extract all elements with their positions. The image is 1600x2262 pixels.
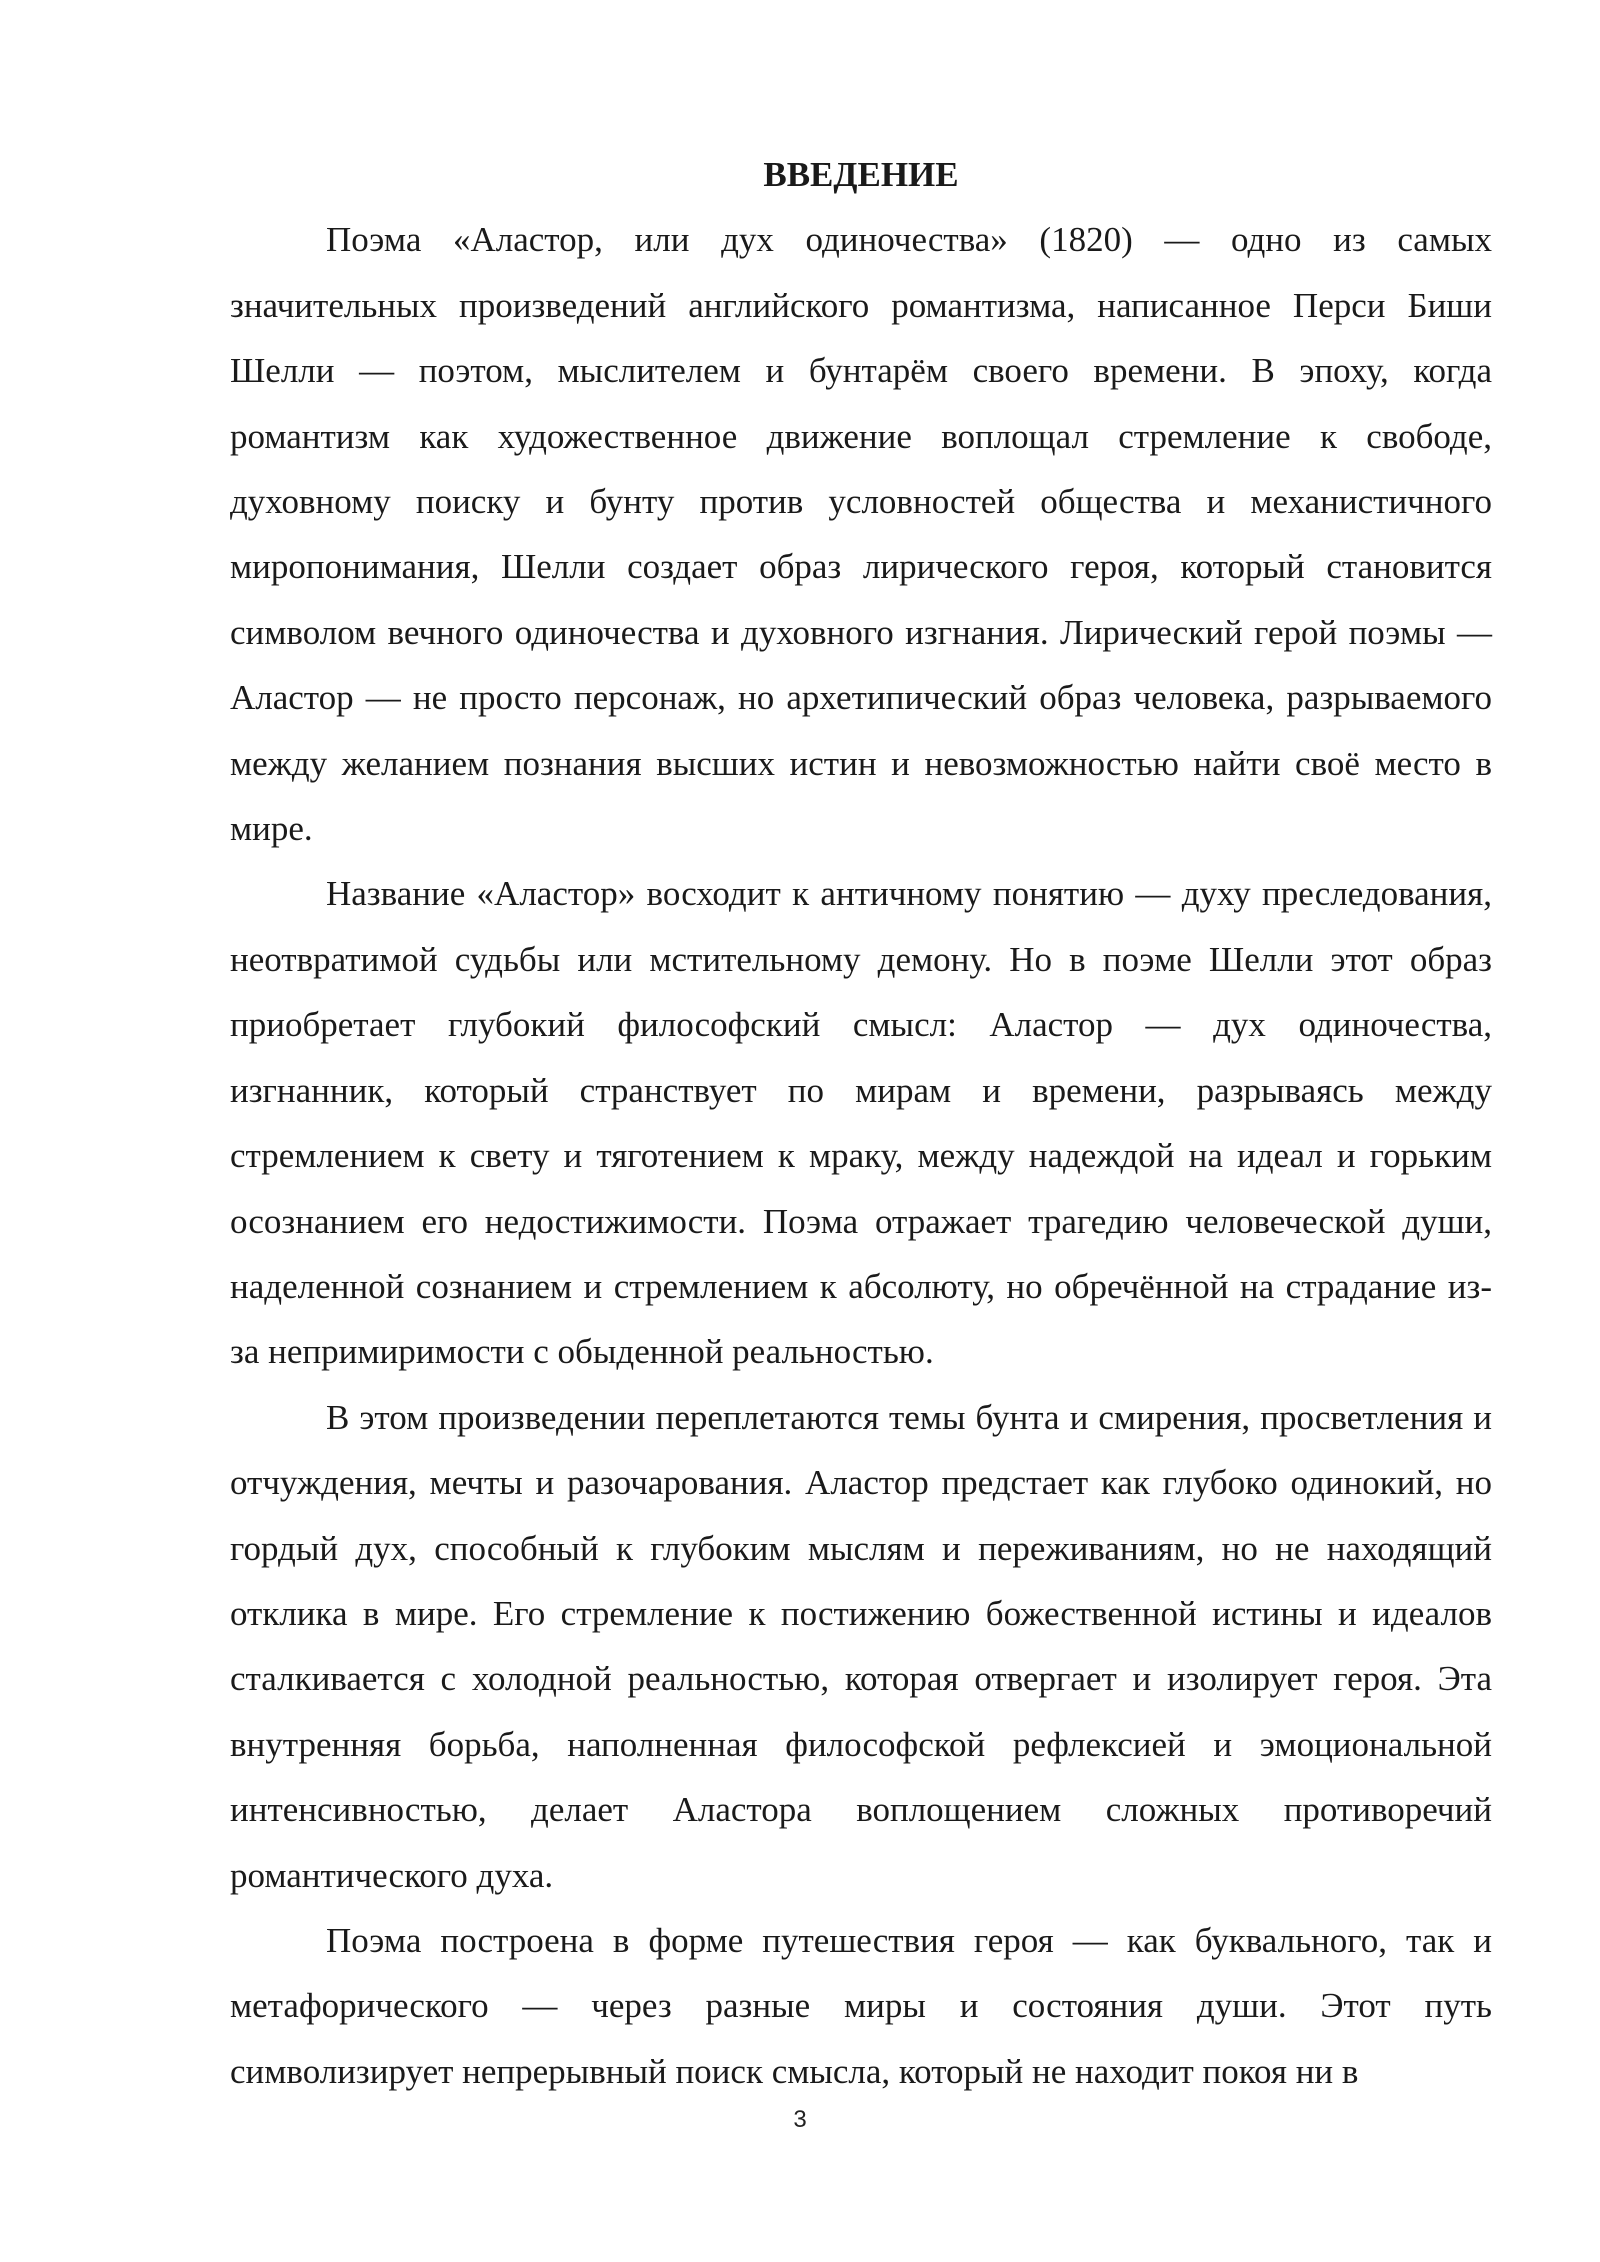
paragraph-2: Название «Аластор» восходит к античному понятию — духу преследования, неотвратимой судьбы или мстительному демону. Но в поэме Шелли этот образ приобретает глубокий философский смысл: Аластор — дух одиночества, изгнанник, который странствует по мирам и времени, разрываясь между стремлением к свету и тяготением к мраку, между надеждой на идеал и горьким осознанием его недостижимости. Поэма отражает трагедию человеческой души, наделенной сознанием и стремлением к абсолюту, но обречённой на страдание из-за непримиримости с обыденной реальностью.	[230, 874, 1492, 1372]
page-content	[230, 142, 1492, 2104]
paragraph-1: Поэма «Аластор, или дух одиночества» (1820) — одно из самых значительных произведений английского романтизма, написанное Перси Биши Шелли — поэтом, мыслителем и бунтарём своего времени. В эпоху, когда романтизм как художественное движение воплощал стремление к свободе, духовному поиску и бунту против условностей общества и механистичного миропонимания, Шелли создает образ лирического героя, который становится символом вечного одиночества и духовного изгнания. Лирический герой поэмы — Аластор — не просто персонаж, но архетипический образ человека, разрываемого между желанием познания высших истин и невозможностью найти своё место в мире.	[230, 220, 1492, 849]
paragraph-4: Поэма построена в форме путешествия героя — как буквального, так и метафорического — через разные миры и состояния души. Этот путь символизирует непрерывный поиск смысла, который не находит покоя ни в	[230, 1920, 1492, 2091]
section-heading: ВВЕДЕНИЕ	[763, 155, 959, 194]
page-number: 3	[793, 2106, 807, 2133]
paragraph-3: В этом произведении переплетаются темы бунта и смирения, просветления и отчуждения, мечты и разочарования. Аластор предстает как глубоко одинокий, но гордый дух, способный к глубоким мыслям и переживаниям, но не находящий отклика в мире. Его стремление к постижению божественной истины и идеалов сталкивается с холодной реальностью, которая отвергает и изолирует героя. Эта внутренняя борьба, наполненная философской рефлексией и эмоциональной интенсивностью, делает Аластора воплощением сложных противоречий романтического духа.	[230, 1397, 1492, 1895]
